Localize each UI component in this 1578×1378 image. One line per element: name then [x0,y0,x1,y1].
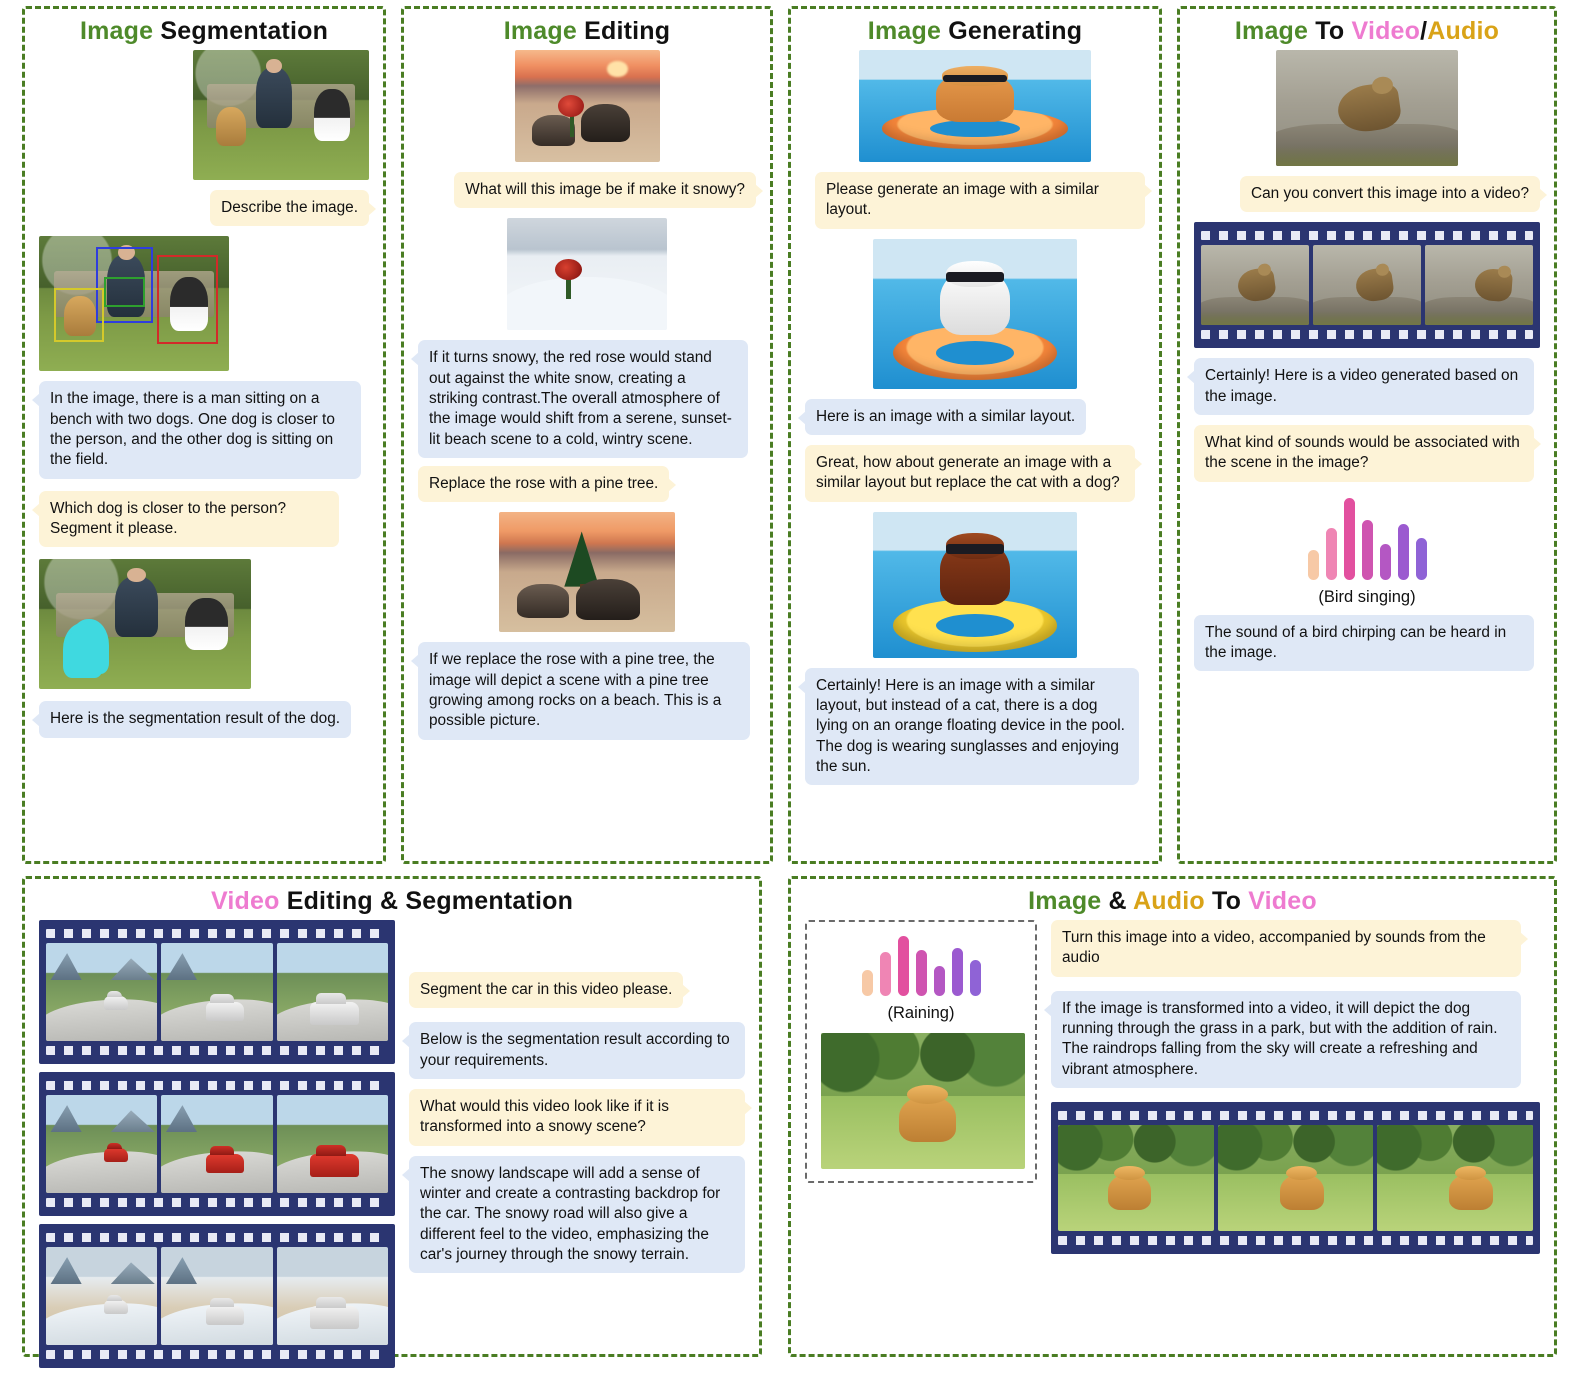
filmstrip-perforation-top [1201,231,1533,240]
bubble-user-replace-rose: Replace the rose with a pine tree. [418,466,669,502]
title-part: Segmentation [160,17,329,45]
bubble-bot-similar-layout: Here is an image with a similar layout. [805,399,1086,435]
filmstrip-perforation-top [1058,1111,1533,1120]
dog-running-filmstrip [1051,1102,1540,1254]
title-part: Image [79,17,161,45]
waveform-bars [1194,494,1540,580]
bird-video-filmstrip [1194,222,1540,348]
bubble-user-replace-cat-with-dog: Great, how about generate an image with a similar layout but replace the cat with a dog? [805,445,1135,502]
filmstrip-perforation-bottom [46,1350,388,1359]
title-part: & [1108,887,1134,915]
bubble-user-generate-similar: Please generate an image with a similar layout. [815,172,1145,229]
filmstrip-perforation-bottom [46,1198,388,1207]
bubble-bot-video-generated: Certainly! Here is a video generated based on the image. [1194,358,1534,415]
filmstrip-perforation-bottom [1058,1236,1533,1245]
filmstrip-perforation-top [46,1233,388,1242]
audio-caption-bird: (Bird singing) [1318,587,1416,606]
filmstrip-perforation-top [46,1081,388,1090]
bubble-user-make-snowy: What will this image be if make it snowy? [454,172,756,208]
bubble-bot-dog-description: Certainly! Here is an image with a similar layout, but instead of a cat, there is a dog lying on an orange floating device in the pool. The dog is wearing sunglasses and enjoying the sun. [805,668,1139,786]
title-part: Editing & Segmentation [286,887,574,915]
bubble-bot-segmentation-result-video: Below is the segmentation result according to your requirements. [409,1022,745,1079]
title-part: Image [1028,887,1109,915]
panel-image-editing [401,6,773,864]
panel-video-editing-segmentation [22,876,762,1357]
man-with-two-dogs-photo [193,50,369,180]
title-part: Video [1248,887,1317,915]
rose-on-beach-photo [515,50,660,162]
bubble-bot-description: In the image, there is a man sitting on a bench with two dogs. One dog is closer to the person, and the other dog is sitting on the field. [39,381,361,478]
snowy-car-filmstrip [39,1224,395,1368]
audio-caption-raining: (Raining) [887,1004,955,1022]
bubble-user-image-to-video-with-audio: Turn this image into a video, accompanied by sounds from the audio [1051,920,1521,977]
bubble-user-segment-car: Segment the car in this video please. [409,972,683,1008]
input-image-audio-group [805,920,1037,1183]
title-part: Audio [1427,17,1500,45]
title-part: To [1315,17,1352,45]
panel-image-audio-to-video [788,876,1557,1357]
car-video-filmstrip [39,920,395,1064]
title-part: To [1212,887,1249,915]
brown-dog-on-float-photo [873,512,1077,658]
bubble-user-snowy-video: What would this video look like if it is transformed into a snowy scene? [409,1089,745,1146]
bubble-bot-bird-chirping: The sound of a bird chirping can be heard in the image. [1194,615,1534,672]
waveform-bars-rain [821,934,1021,996]
bubble-bot-segmentation-result: Here is the segmentation result of the dog. [39,701,351,737]
bubble-bot-rain-video-description: If the image is transformed into a video, it will depict the dog running through the grass in a park, but with the addition of rain. The raindrops falling from the sky will create a refreshing and vibrant atmosphere. [1051,991,1521,1088]
bubble-user-convert-to-video: Can you convert this image into a video? [1240,176,1540,212]
bubble-bot-snowy-video-description: The snowy landscape will add a sense of winter and create a contrasting backdrop for the car. The snowy road will also give a different feel to the video, emphasizing the car's journey through the snowy terrain. [409,1156,745,1274]
title-part: Audio [1133,887,1212,915]
panel-image-to-video-audio [1177,6,1557,864]
title-part: Video [210,887,287,915]
orange-cat-on-float-photo [859,50,1091,162]
bubble-user-sounds-question: What kind of sounds would be associated with the scene in the image? [1194,425,1534,482]
running-dog-photo [821,1033,1025,1169]
panel-title-video-editing [25,887,759,916]
title-part: Image [867,17,949,45]
segmentation-mask-photo [39,559,251,689]
snowy-rose-photo [507,218,667,330]
bubble-user-describe: Describe the image. [210,190,369,226]
panel-title-image-to-video-audio [1180,17,1554,46]
title-part: Image [1234,17,1316,45]
white-cat-on-float-photo [873,239,1077,389]
title-part: Editing [584,17,671,45]
bubble-bot-pine-description: If we replace the rose with a pine tree, the image will depict a scene with a pine tree growing among rocks on a beach. This is a possible picture. [418,642,750,739]
bubble-bot-snowy-description: If it turns snowy, the red rose would stand out against the white snow, creating a striking contrast.The overall atmosphere of the image would shift from a serene, sunset-lit beach scene to a cold, wintry scene. [418,340,748,458]
panel-image-segmentation [22,6,386,864]
panel-title-segmentation [25,17,383,46]
car-segmentation-filmstrip [39,1072,395,1216]
title-part: / [1420,17,1428,45]
title-part: Image [503,17,585,45]
panel-title-editing [404,17,770,46]
filmstrip-perforation-bottom [1201,330,1533,339]
pine-tree-on-beach-photo [499,512,675,632]
detection-boxes-photo [39,236,229,371]
panel-image-generating [788,6,1162,864]
panel-title-image-audio-to-video [791,887,1554,916]
panel-title-generating [791,17,1159,46]
bird-on-rock-photo [1276,50,1458,166]
filmstrip-perforation-bottom [46,1046,388,1055]
title-part: Video [1351,17,1421,45]
bubble-user-segment-request: Which dog is closer to the person? Segment it please. [39,491,339,548]
title-part: Generating [948,17,1083,45]
bird-audio-waveform [1194,494,1540,607]
filmstrip-perforation-top [46,929,388,938]
